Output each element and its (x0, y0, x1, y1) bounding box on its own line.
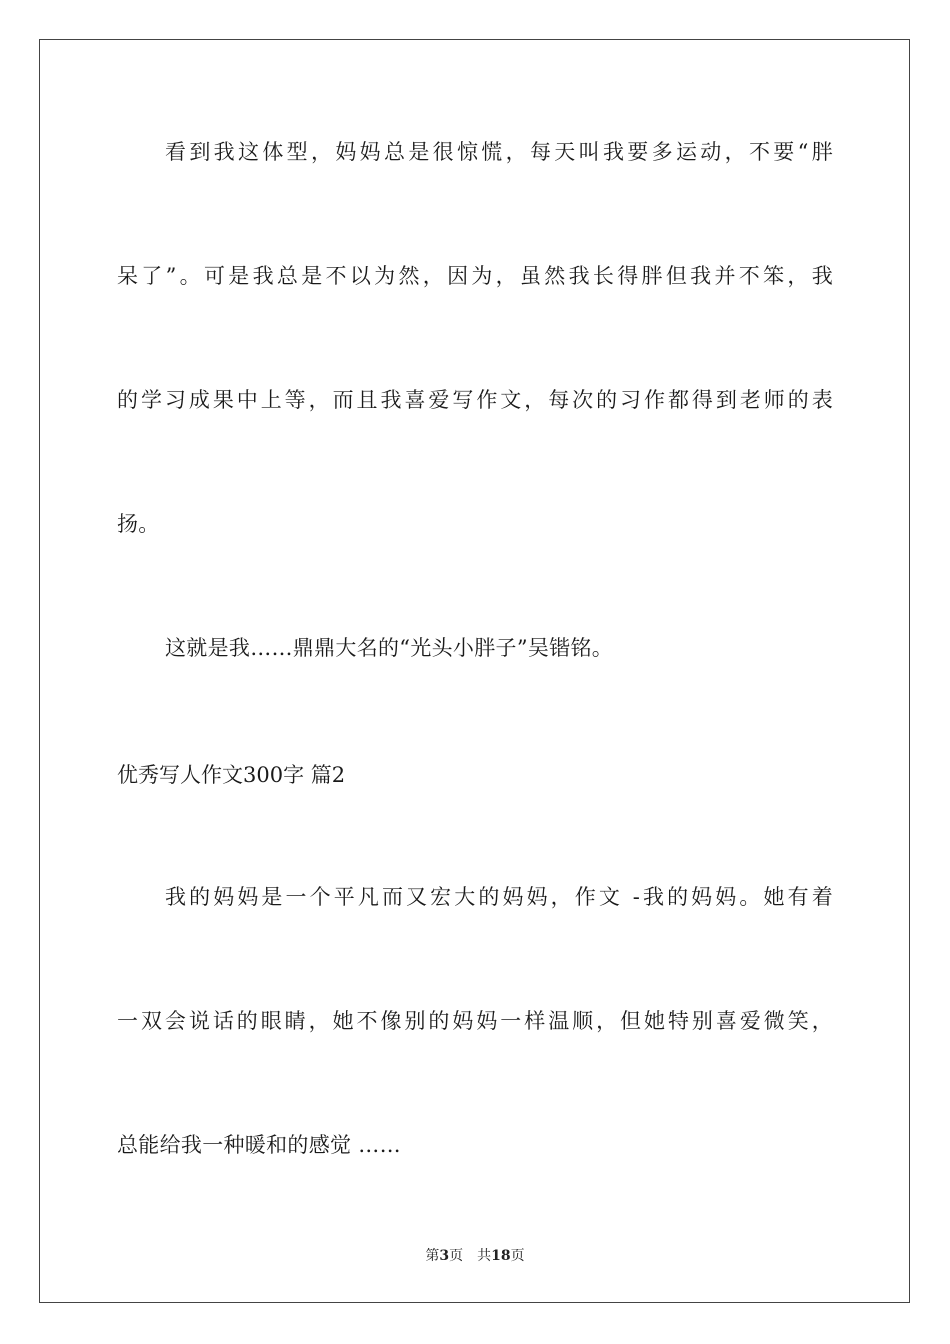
paragraph-2-line-1: 这就是我……鼎鼎大名的“光头小胖子”吴锴铭。 (165, 636, 614, 660)
paragraph-1-line-2: 呆了”。可是我总是不以为然，因为，虽然我长得胖但我并不笨，我 (117, 264, 833, 288)
paragraph-3-line-2: 一双会说话的眼睛，她不像别的妈妈一样温顺，但她特别喜爱微笑， (117, 1009, 833, 1033)
footer-page-current: 3 (439, 1248, 450, 1264)
paragraph-1-line-1: 看到我这体型，妈妈总是很惊慌，每天叫我要多运动，不要“胖 (165, 140, 833, 164)
footer-total-suffix: 页 (510, 1248, 525, 1264)
footer-total-prefix: 共 (477, 1248, 492, 1264)
footer-page-prefix: 第 (425, 1248, 440, 1264)
page-footer (0, 1247, 950, 1265)
paragraph-3-line-1: 我的妈妈是一个平凡而又宏大的妈妈，作文 -我的妈妈。她有着 (165, 885, 833, 909)
page-frame (39, 39, 910, 1303)
footer-page-suffix: 页 (449, 1248, 464, 1264)
paragraph-1-line-4: 扬。 (117, 512, 160, 536)
paragraph-3-line-3: 总能给我一种暖和的感觉 …… (117, 1133, 401, 1157)
paragraph-1-line-3: 的学习成果中上等，而且我喜爱写作文，每次的习作都得到老师的表 (117, 388, 833, 412)
section-heading: 优秀写人作文300字 篇2 (117, 763, 346, 787)
footer-page-total: 18 (491, 1248, 511, 1264)
